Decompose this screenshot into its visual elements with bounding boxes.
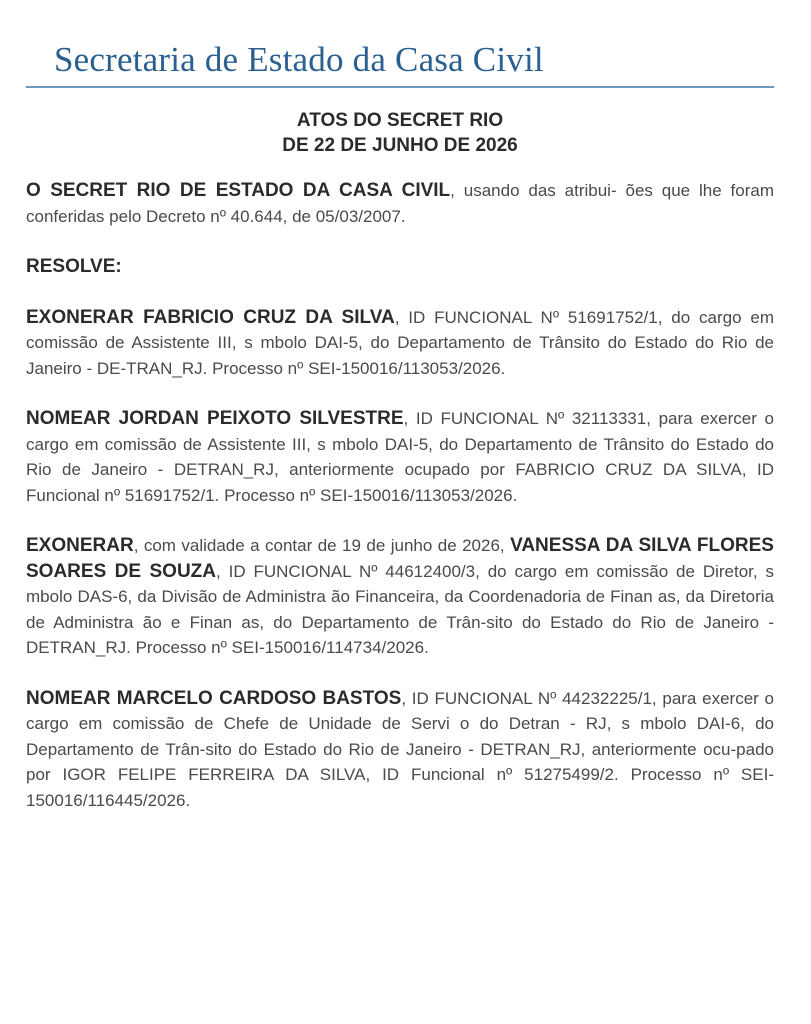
- act-1-bold: EXONERAR FABRICIO CRUZ DA SILVA: [26, 306, 395, 328]
- acts-heading-line2: DE 22 DE JUNHO DE 2026: [282, 135, 518, 156]
- act-paragraph-2: [26, 406, 774, 508]
- act-3-text-rest: , ID FUNCIONAL Nº 44612400/3, do cargo em comissão de Diretor, s mbolo DAS-6, da Divisão de Administra ão Financeira, da Coordenadoria de Finan as, da Diretoria de Administra ão e Finan as, do Departamento de Trân-sito do Estado do Rio de Janeiro - DETRAN_RJ. Processo nº SEI-150016/114734/2026.: [26, 561, 774, 657]
- resolve-label: RESOLVE:: [26, 256, 122, 277]
- acts-heading-line1: ATOS DO SECRET RIO: [296, 110, 504, 131]
- section-header-title: Secretaria de Estado da Casa Civil: [54, 40, 544, 79]
- intro-text: , usando das atribui- ões que lhe foram conferidas pelo Decreto nº 40.644, de 05/03/2007.: [26, 181, 774, 226]
- resolve-paragraph: [26, 254, 774, 280]
- act-3-bold: EXONERAR: [26, 535, 134, 556]
- act-1-text: , ID FUNCIONAL Nº 51691752/1, do cargo em comissão de Assistente III, s mbolo DAI-5, do Departamento de Trânsito do Estado do Rio de Janeiro - DE-TRAN_RJ. Processo nº SEI-150016/113053/2026.: [26, 307, 774, 378]
- act-4-bold: NOMEAR MARCELO CARDOSO BASTOS: [26, 687, 402, 709]
- gazette-page: [26, 38, 774, 813]
- intro-paragraph: [26, 178, 774, 229]
- act-4-text: , ID FUNCIONAL Nº 44232225/1, para exercer o cargo em comissão de Chefe de Unidade de Servi o do Detran - RJ, s mbolo DAI-6, do Departamento de Trân-sito do Estado do Rio de Janeiro - DETRAN_RJ, anteriormente ocu-pado por IGOR FELIPE FERREIRA DA SILVA, ID Funcional nº 51275499/2. Processo nº SEI-150016/116445/2026.: [26, 688, 775, 810]
- act-2-text: , ID FUNCIONAL Nº 32113331, para exercer o cargo em comissão de Assistente III, s mbolo DAI-5, do Departamento de Trânsito do Estado do Rio de Janeiro - DETRAN_RJ, anteriormente ocupado por FABRICIO CRUZ DA SILVA, ID Funcional nº 51691752/1. Processo nº SEI-150016/113053/2026.: [26, 409, 774, 505]
- header-divider: [26, 86, 774, 88]
- act-2-bold: NOMEAR JORDAN PEIXOTO SILVESTRE: [26, 408, 404, 429]
- act-3-bold-name: VANESSA DA SILVA FLORES SOARES DE SOUZA: [26, 535, 774, 582]
- intro-bold: O SECRET RIO DE ESTADO DA CASA CIVIL: [26, 180, 451, 201]
- act-3-text: , com validade a contar de 19 de junho de 2026,: [133, 536, 511, 555]
- act-paragraph-4: [26, 686, 774, 814]
- acts-heading: [26, 108, 774, 158]
- act-paragraph-3: [26, 533, 774, 661]
- act-paragraph-1: [26, 305, 774, 382]
